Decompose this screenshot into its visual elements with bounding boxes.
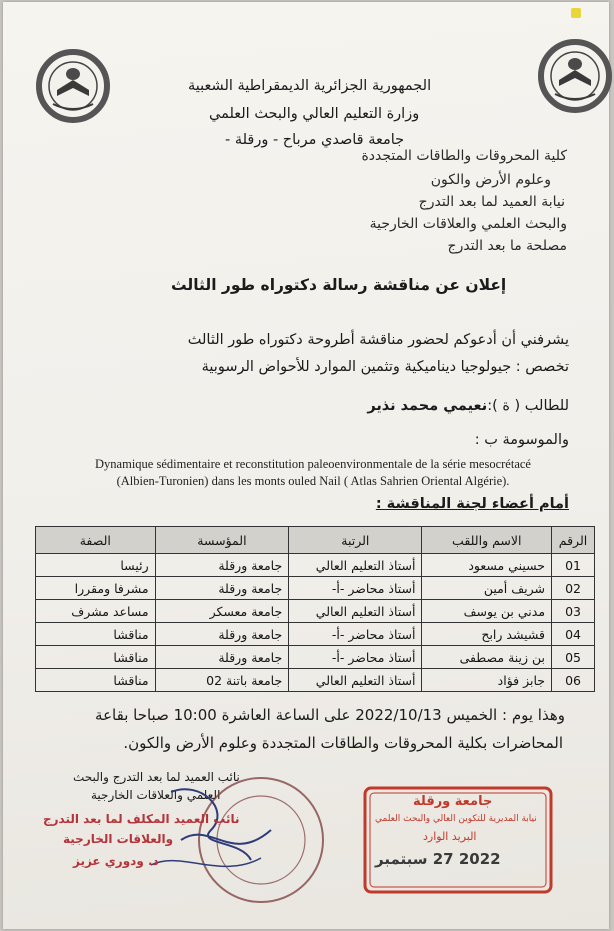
table-row xyxy=(36,577,595,600)
signature-stamp-name: د. ودوري عزيز xyxy=(73,854,159,868)
specialty-label: تخصص : xyxy=(515,359,569,375)
cell-name: قشيشد رابح xyxy=(422,623,552,646)
committee-table xyxy=(35,526,595,692)
university-logo-left xyxy=(31,44,115,128)
header-ministry: وزارة التعليم العالي والبحث العلمي xyxy=(209,106,420,122)
cell-institution: جامعة معسكر xyxy=(155,600,289,623)
cell-name: شريف أمين xyxy=(422,577,552,600)
cell-name: بن زينة مصطفى xyxy=(422,646,552,669)
announcement-title: إعلان عن مناقشة رسالة دكتوراه طور الثالث xyxy=(171,276,507,294)
schedule-line-2: المحاضرات بكلية المحروقات والطاقات المتجددة وعلوم الأرض والكون. xyxy=(123,734,563,752)
cell-role: مناقشا xyxy=(36,646,156,669)
invitation-text: يشرفني أن أدعوكم لحضور مناقشة أطروحة دكتوراه طور الثالث xyxy=(187,332,569,348)
student-label: للطالب ( ة ): xyxy=(487,398,569,414)
cell-rank: أستاذ التعليم العالي xyxy=(289,669,422,692)
cell-num: 02 xyxy=(552,577,595,600)
committee-header-row xyxy=(36,527,595,554)
registry-stamp-office: نيابة المديرية للتكوين العالي والبحث العلمي xyxy=(375,814,537,824)
committee-label: أمام أعضاء لجنة المناقشة : xyxy=(375,496,569,512)
table-row xyxy=(36,623,595,646)
thesis-title xyxy=(43,456,583,490)
header-role: الصفة xyxy=(36,527,156,554)
cell-role: رئيسا xyxy=(36,554,156,577)
specialty-value: جيولوجيا ديناميكية وتثمين الموارد للأحواض الرسوبية xyxy=(201,359,512,375)
header-name: الاسم واللقب xyxy=(422,527,552,554)
header-rank: الرتبة xyxy=(289,527,422,554)
signature-title-1: نائب العميد لما بعد التدرج والبحث xyxy=(73,770,240,784)
pin-marker xyxy=(571,8,581,18)
thesis-title-line-1: Dynamique sédimentaire et reconstitution paleoenvironmentale de la série mesocrétacé xyxy=(95,457,531,471)
signature-title-2: العلمي والعلاقات الخارجية xyxy=(91,788,221,802)
cell-institution: جامعة باتنة 02 xyxy=(155,669,289,692)
table-row xyxy=(36,600,595,623)
cell-num: 03 xyxy=(552,600,595,623)
header-institution: المؤسسة xyxy=(155,527,289,554)
schedule-line-1: وهذا يوم : الخميس 2022/10/13 على الساعة العاشرة 10:00 صباحا بقاعة xyxy=(95,706,565,724)
registry-stamp-title: جامعة ورقلة xyxy=(413,794,493,809)
table-row xyxy=(36,669,595,692)
cell-role: مساعد مشرف xyxy=(36,600,156,623)
cell-rank: أستاذ محاضر -أ- xyxy=(289,623,422,646)
cell-num: 06 xyxy=(552,669,595,692)
registry-stamp-date: 2022 27 سبتمبر xyxy=(375,850,501,868)
student-line xyxy=(367,398,569,414)
cell-num: 04 xyxy=(552,623,595,646)
titled-label: والموسومة ب : xyxy=(474,432,569,448)
cell-name: حسيني مسعود xyxy=(422,554,552,577)
signature-stamp-line-2: والعلاقات الخارجية xyxy=(63,832,174,846)
vice-dean-office: نيابة العميد لما بعد التدرج xyxy=(418,194,565,210)
header-republic: الجمهورية الجزائرية الديمقراطية الشعبية xyxy=(188,78,432,94)
cell-name: جابز فؤاد xyxy=(422,669,552,692)
cell-rank: أستاذ محاضر -أ- xyxy=(289,646,422,669)
cell-num: 01 xyxy=(552,554,595,577)
header-num: الرقم xyxy=(552,527,595,554)
cell-role: مناقشا xyxy=(36,623,156,646)
specialty-line xyxy=(202,359,569,375)
cell-rank: أستاذ محاضر -أ- xyxy=(289,577,422,600)
document-page xyxy=(3,2,609,929)
cell-institution: جامعة ورقلة xyxy=(155,577,289,600)
vice-dean-office-2: والبحث العلمي والعلاقات الخارجية xyxy=(369,216,567,232)
table-row xyxy=(36,554,595,577)
student-name: نعيمي محمد نذير xyxy=(367,398,488,414)
header-university: جامعة قاصدي مرباح - ورقلة - xyxy=(225,132,405,148)
cell-role: مناقشا xyxy=(36,669,156,692)
cell-institution: جامعة ورقلة xyxy=(155,554,289,577)
postgraduate-service: مصلحة ما بعد التدرج xyxy=(447,238,567,254)
cell-rank: أستاذ التعليم العالي xyxy=(289,554,422,577)
signature-stamp-line-1: نائب العميد المكلف لما بعد التدرج xyxy=(43,812,240,826)
thesis-title-line-2: (Albien-Turonien) dans les monts ouled Nail ( Atlas Sahrien Oriental Algérie). xyxy=(116,474,510,488)
cell-num: 05 xyxy=(552,646,595,669)
registry-stamp-mail: البريد الوارد xyxy=(423,830,477,843)
cell-institution: جامعة ورقلة xyxy=(155,623,289,646)
cell-name: مدني بن يوسف xyxy=(422,600,552,623)
university-logo-right xyxy=(533,34,614,118)
cell-role: مشرفا ومقررا xyxy=(36,577,156,600)
table-row xyxy=(36,646,595,669)
faculty-name: كلية المحروقات والطاقات المتجددة xyxy=(361,148,567,164)
cell-rank: أستاذ التعليم العالي xyxy=(289,600,422,623)
cell-institution: جامعة ورقلة xyxy=(155,646,289,669)
faculty-name-2: وعلوم الأرض والكون xyxy=(430,172,551,188)
